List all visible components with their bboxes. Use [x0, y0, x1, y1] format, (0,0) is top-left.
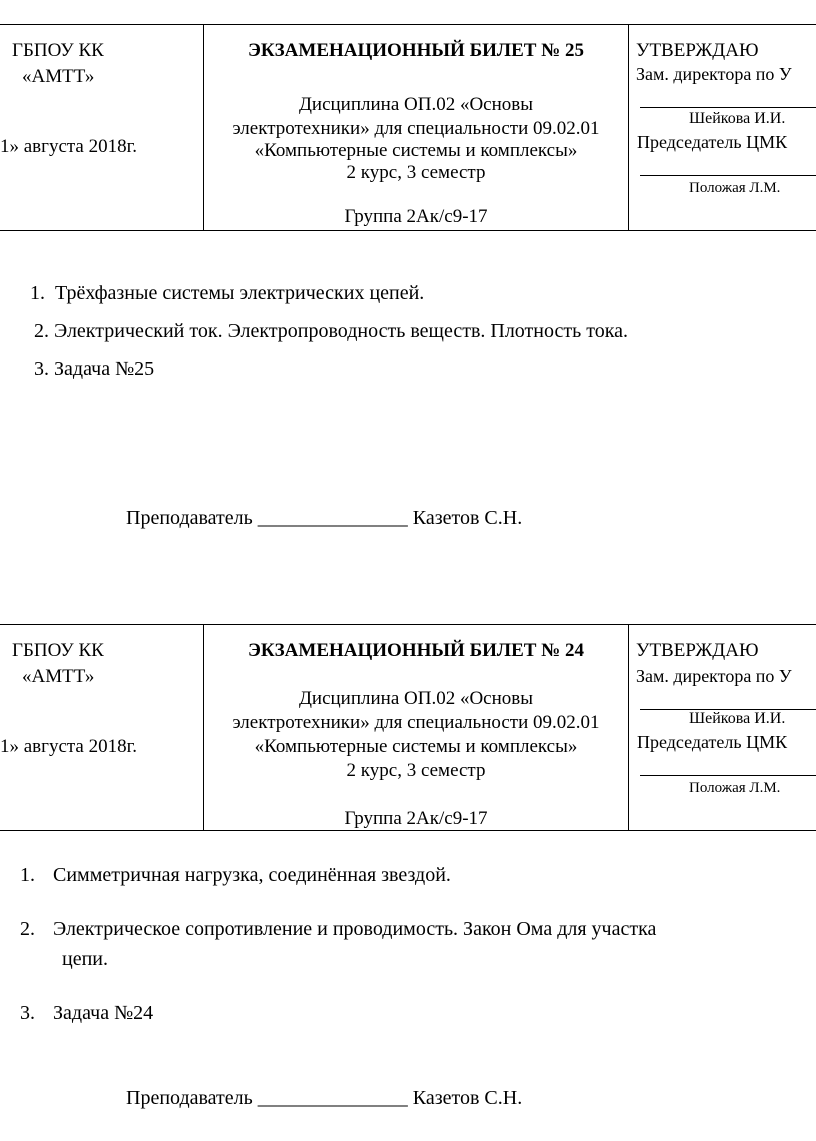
- ticket-header: [0, 24, 816, 231]
- question-1: 1. Симметричная нагрузка, соединённая звездой.: [20, 864, 451, 886]
- course-semester: 2 курс, 3 семестр: [346, 162, 486, 183]
- signature-line: [640, 775, 816, 776]
- teacher-signature: Преподаватель _______________ Казетов С.Н.: [126, 507, 523, 529]
- org-abbrev: «АМТТ»: [22, 666, 95, 687]
- question-2: 2. Электрическое сопротивление и проводимость. Закон Ома для участка: [20, 918, 657, 940]
- discipline-line: «Компьютерные системы и комплексы»: [254, 140, 578, 161]
- approve-label: УТВЕРЖДАЮ: [636, 40, 759, 61]
- chair-title: Председатель ЦМК: [637, 132, 788, 152]
- signer-name-1: Шейкова И.И.: [689, 710, 786, 727]
- ticket-header: [0, 624, 816, 831]
- signature-line: [640, 107, 816, 108]
- signer-name-2: Положая Л.М.: [689, 180, 781, 196]
- signature-line: [640, 175, 816, 176]
- signer-name-1: Шейкова И.И.: [689, 110, 786, 127]
- chair-title: Председатель ЦМК: [637, 732, 788, 752]
- org-abbrev: «АМТТ»: [22, 66, 95, 87]
- ticket-title: ЭКЗАМЕНАЦИОННЫЙ БИЛЕТ № 25: [247, 40, 585, 61]
- discipline-line: Дисциплина ОП.02 «Основы: [298, 688, 534, 709]
- org-name: ГБПОУ КК: [12, 40, 104, 61]
- question-2: 2. Электрический ток. Электропроводность веществ. Плотность тока.: [34, 320, 628, 342]
- ticket-title: ЭКЗАМЕНАЦИОННЫЙ БИЛЕТ № 24: [247, 640, 585, 661]
- question-3: 3. Задача №25: [34, 358, 155, 380]
- org-name: ГБПОУ КК: [12, 640, 104, 661]
- discipline-line: электротехники» для специальности 09.02.01: [232, 118, 600, 139]
- deputy-title: Зам. директора по У: [636, 666, 792, 686]
- column-divider: [628, 25, 629, 230]
- signer-name-2: Положая Л.М.: [689, 780, 781, 796]
- teacher-signature: Преподаватель _______________ Казетов С.Н.: [126, 1087, 523, 1109]
- discipline-line: «Компьютерные системы и комплексы»: [254, 736, 578, 757]
- course-semester: 2 курс, 3 семестр: [346, 760, 486, 781]
- question-3: 3. Задача №24: [20, 1002, 154, 1024]
- ticket-date: 1» августа 2018г.: [0, 136, 137, 157]
- discipline-line: Дисциплина ОП.02 «Основы: [298, 94, 534, 115]
- ticket-date: 1» августа 2018г.: [0, 736, 137, 757]
- approve-label: УТВЕРЖДАЮ: [636, 640, 759, 661]
- discipline-line: электротехники» для специальности 09.02.01: [232, 712, 600, 733]
- group-label: Группа 2Ак/с9-17: [344, 206, 488, 227]
- question-1: 1. Трёхфазные системы электрических цепей.: [30, 282, 425, 304]
- question-2-continuation: цепи.: [62, 948, 108, 970]
- deputy-title: Зам. директора по У: [636, 64, 792, 84]
- group-label: Группа 2Ак/с9-17: [344, 808, 488, 829]
- column-divider: [628, 625, 629, 830]
